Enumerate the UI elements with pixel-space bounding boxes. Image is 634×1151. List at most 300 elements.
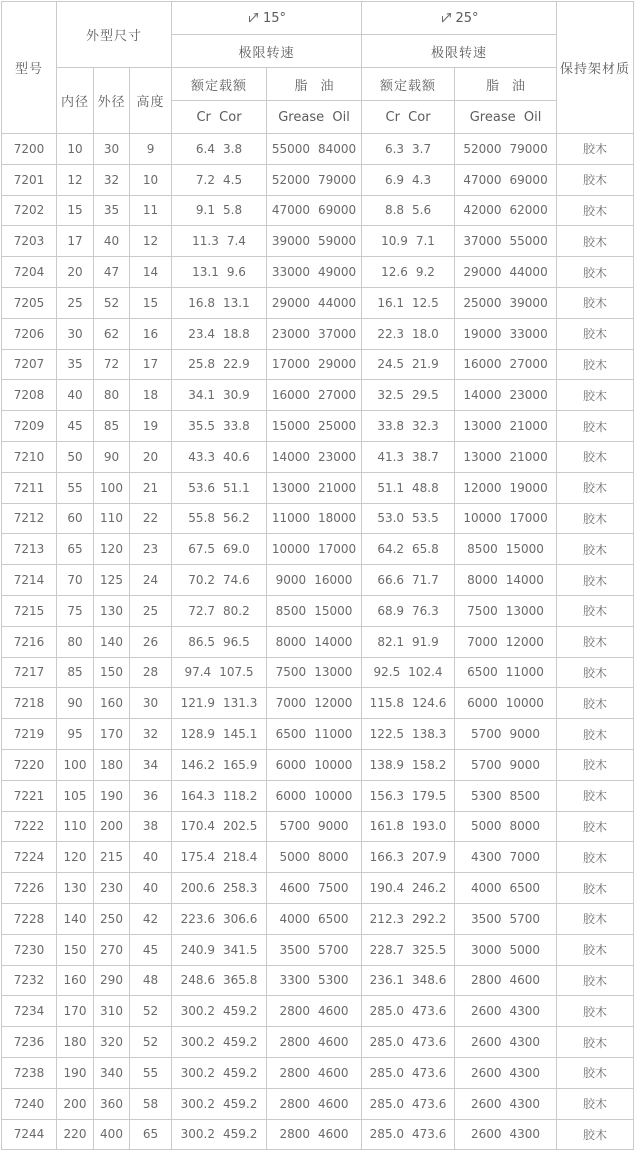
cell-limit-speed-25	[455, 257, 557, 288]
cell-outer-diameter: 310	[94, 996, 130, 1027]
cell-limit-speed-25	[455, 688, 557, 719]
cor-25-value: 473.6	[412, 1096, 447, 1111]
oil-speed-25-value: 11000	[505, 665, 544, 680]
cell-inner-diameter: 55	[57, 472, 94, 503]
cr-25-value: 16.1	[377, 295, 405, 310]
cell-limit-speed-15	[267, 873, 362, 904]
cell-limit-speed-25	[455, 1119, 557, 1150]
cell-rated-load-25	[362, 164, 455, 195]
header-cr-cor-25: Cr Cor	[362, 101, 455, 134]
oil-speed-25-value: 62000	[509, 203, 548, 218]
cor-15-value: 202.5	[223, 819, 258, 834]
cell-outer-diameter: 52	[94, 287, 130, 318]
table-row	[2, 657, 634, 688]
cr-15-value: 300.2	[180, 1065, 216, 1080]
contact-angle-icon	[440, 11, 452, 23]
cell-inner-diameter: 17	[57, 226, 94, 257]
cell-inner-diameter: 50	[57, 441, 94, 472]
header-model: 型号	[2, 2, 57, 134]
grease-speed-25-value: 8000	[467, 573, 498, 588]
cell-outer-diameter: 190	[94, 780, 130, 811]
oil-speed-15-value: 15000	[314, 603, 353, 618]
grease-speed-15-value: 14000	[271, 449, 311, 464]
table-row	[2, 411, 634, 442]
cell-limit-speed-15	[267, 903, 362, 934]
grease-speed-15-value: 7500	[275, 665, 307, 680]
cell-rated-load-25	[362, 1027, 455, 1058]
header-height: 高度	[130, 68, 172, 134]
grease-speed-15-value: 2800	[279, 1065, 311, 1080]
cell-outer-diameter: 200	[94, 811, 130, 842]
cor-15-value: 365.8	[223, 973, 258, 988]
cell-rated-load-25	[362, 534, 455, 565]
table-row	[2, 1057, 634, 1088]
table-row	[2, 688, 634, 719]
cell-model: 7206	[2, 318, 57, 349]
cr-25-value: 228.7	[369, 942, 405, 957]
grease-speed-25-value: 2600	[470, 1065, 502, 1080]
cell-height: 22	[130, 503, 172, 534]
cell-rated-load-15	[172, 134, 267, 165]
oil-speed-25-value: 9000	[509, 727, 541, 742]
oil-speed-25-value: 14000	[505, 573, 544, 588]
grease-speed-15-value: 5700	[279, 819, 311, 834]
cell-rated-load-15	[172, 195, 267, 226]
cell-model: 7234	[2, 996, 57, 1027]
cr-15-value: 300.2	[180, 1127, 216, 1142]
grease-speed-15-value: 6500	[275, 727, 307, 742]
header-limit-speed-25: 极限转速	[362, 35, 557, 68]
cell-limit-speed-15	[267, 657, 362, 688]
oil-speed-15-value: 11000	[314, 727, 353, 742]
cor-15-value: 118.2	[223, 788, 258, 803]
cell-limit-speed-15	[267, 349, 362, 380]
cell-rated-load-25	[362, 996, 455, 1027]
table-row	[2, 503, 634, 534]
cell-limit-speed-15	[267, 1057, 362, 1088]
cell-model: 7219	[2, 719, 57, 750]
cell-inner-diameter: 105	[57, 780, 94, 811]
grease-speed-15-value: 2800	[279, 1096, 311, 1111]
oil-speed-15-value: 10000	[314, 788, 353, 803]
cell-model: 7218	[2, 688, 57, 719]
cell-rated-load-25	[362, 719, 455, 750]
cell-rated-load-25	[362, 318, 455, 349]
cr-15-value: 175.4	[180, 850, 216, 865]
cell-limit-speed-15	[267, 626, 362, 657]
cell-height: 24	[130, 565, 172, 596]
cor-25-value: 207.9	[412, 850, 447, 865]
table-header	[2, 2, 634, 134]
cr-15-value: 200.6	[180, 881, 216, 896]
oil-speed-25-value: 8500	[509, 788, 541, 803]
cr-25-value: 92.5	[373, 665, 401, 680]
oil-speed-25-value: 10000	[505, 696, 544, 711]
cell-rated-load-15	[172, 318, 267, 349]
cor-25-value: 473.6	[412, 1004, 447, 1019]
header-grease-oil-cn-15: 脂 油	[267, 68, 362, 101]
cell-rated-load-15	[172, 965, 267, 996]
cell-model: 7221	[2, 780, 57, 811]
cell-rated-load-15	[172, 811, 267, 842]
header-grease-oil-cn-25: 脂 油	[455, 68, 557, 101]
cell-limit-speed-25	[455, 287, 557, 318]
cell-inner-diameter: 60	[57, 503, 94, 534]
cor-15-value: 4.5	[223, 172, 243, 187]
cell-rated-load-15	[172, 349, 267, 380]
cell-limit-speed-25	[455, 472, 557, 503]
table-row	[2, 226, 634, 257]
cell-rated-load-25	[362, 873, 455, 904]
cell-rated-load-15	[172, 749, 267, 780]
cell-outer-diameter: 140	[94, 626, 130, 657]
grease-speed-25-value: 19000	[463, 326, 502, 341]
cr-25-value: 32.5	[377, 388, 405, 403]
table-row	[2, 842, 634, 873]
cell-height: 18	[130, 380, 172, 411]
cell-inner-diameter: 170	[57, 996, 94, 1027]
oil-speed-25-value: 23000	[509, 388, 548, 403]
cr-15-value: 146.2	[180, 757, 216, 772]
cr-25-value: 12.6	[381, 265, 408, 280]
cell-rated-load-25	[362, 349, 455, 380]
cell-rated-load-25	[362, 842, 455, 873]
grease-speed-25-value: 5700	[470, 757, 502, 772]
cell-rated-load-15	[172, 626, 267, 657]
cell-limit-speed-25	[455, 780, 557, 811]
cell-rated-load-25	[362, 195, 455, 226]
cell-outer-diameter: 400	[94, 1119, 130, 1150]
table-row	[2, 873, 634, 904]
table-row	[2, 380, 634, 411]
cell-limit-speed-25	[455, 226, 557, 257]
grease-speed-25-value: 4000	[470, 881, 502, 896]
cell-rated-load-15	[172, 565, 267, 596]
grease-speed-25-value: 37000	[463, 234, 502, 249]
cell-model: 7210	[2, 441, 57, 472]
cor-25-value: 38.7	[412, 449, 439, 464]
cell-limit-speed-15	[267, 842, 362, 873]
cell-height: 36	[130, 780, 172, 811]
table-row	[2, 811, 634, 842]
cr-15-value: 13.1	[192, 265, 219, 280]
cell-height: 32	[130, 719, 172, 750]
cell-rated-load-15	[172, 257, 267, 288]
cell-rated-load-15	[172, 1057, 267, 1088]
cell-limit-speed-15	[267, 226, 362, 257]
cell-rated-load-15	[172, 595, 267, 626]
cell-height: 52	[130, 1027, 172, 1058]
cor-15-value: 40.6	[223, 449, 250, 464]
cell-outer-diameter: 230	[94, 873, 130, 904]
cell-model: 7240	[2, 1088, 57, 1119]
cell-model: 7213	[2, 534, 57, 565]
cell-model: 7203	[2, 226, 57, 257]
cr-15-value: 121.9	[180, 696, 216, 711]
oil-speed-15-value: 21000	[318, 480, 357, 495]
cell-inner-diameter: 190	[57, 1057, 94, 1088]
grease-speed-15-value: 6000	[275, 788, 307, 803]
cr-25-value: 115.8	[369, 696, 405, 711]
angle-25-label: 25°	[455, 10, 479, 26]
oil-speed-15-value: 13000	[314, 665, 353, 680]
cor-15-value: 306.6	[223, 911, 258, 926]
cor-15-value: 51.1	[223, 480, 250, 495]
grease-speed-25-value: 16000	[463, 357, 502, 372]
cell-limit-speed-25	[455, 195, 557, 226]
oil-speed-15-value: 49000	[318, 265, 357, 280]
cell-rated-load-25	[362, 503, 455, 534]
cell-limit-speed-15	[267, 318, 362, 349]
cr-25-value: 22.3	[377, 326, 405, 341]
table-row	[2, 134, 634, 165]
cell-limit-speed-25	[455, 380, 557, 411]
oil-speed-15-value: 9000	[318, 819, 349, 834]
oil-speed-25-value: 5000	[509, 942, 541, 957]
cr-25-value: 190.4	[369, 881, 405, 896]
cr-25-value: 64.2	[377, 542, 405, 557]
cell-height: 10	[130, 164, 172, 195]
cell-limit-speed-25	[455, 1057, 557, 1088]
cell-inner-diameter: 65	[57, 534, 94, 565]
cell-cage-material: 胶木	[557, 688, 634, 719]
cell-model: 7224	[2, 842, 57, 873]
grease-speed-25-value: 5000	[470, 819, 502, 834]
cor-25-value: 138.3	[412, 727, 447, 742]
cell-height: 34	[130, 749, 172, 780]
cell-limit-speed-25	[455, 565, 557, 596]
oil-speed-15-value: 16000	[314, 573, 353, 588]
table-row	[2, 534, 634, 565]
cell-model: 7214	[2, 565, 57, 596]
cr-25-value: 66.6	[377, 573, 405, 588]
cell-height: 28	[130, 657, 172, 688]
cell-inner-diameter: 130	[57, 873, 94, 904]
cell-rated-load-15	[172, 780, 267, 811]
cell-limit-speed-25	[455, 411, 557, 442]
grease-speed-25-value: 7000	[467, 634, 498, 649]
cell-limit-speed-15	[267, 965, 362, 996]
cell-outer-diameter: 125	[94, 565, 130, 596]
cell-limit-speed-15	[267, 996, 362, 1027]
table-row	[2, 626, 634, 657]
cell-height: 11	[130, 195, 172, 226]
grease-speed-25-value: 10000	[463, 511, 502, 526]
cr-15-value: 53.6	[188, 480, 216, 495]
cr-15-value: 23.4	[188, 326, 216, 341]
cell-inner-diameter: 20	[57, 257, 94, 288]
header-outer-dimensions: 外型尺寸	[57, 2, 172, 68]
cell-limit-speed-15	[267, 1088, 362, 1119]
angle-15-label: 15°	[263, 10, 287, 26]
oil-speed-15-value: 29000	[318, 357, 357, 372]
cell-cage-material: 胶木	[557, 657, 634, 688]
cell-inner-diameter: 160	[57, 965, 94, 996]
table-row	[2, 164, 634, 195]
cell-height: 9	[130, 134, 172, 165]
cell-limit-speed-25	[455, 873, 557, 904]
cell-outer-diameter: 62	[94, 318, 130, 349]
cell-cage-material: 胶木	[557, 565, 634, 596]
cell-limit-speed-25	[455, 134, 557, 165]
grease-speed-15-value: 2800	[279, 1127, 311, 1142]
cell-limit-speed-15	[267, 134, 362, 165]
cr-25-value: 285.0	[369, 1065, 405, 1080]
cell-inner-diameter: 90	[57, 688, 94, 719]
cell-cage-material: 胶木	[557, 873, 634, 904]
oil-speed-25-value: 55000	[509, 234, 548, 249]
cell-outer-diameter: 215	[94, 842, 130, 873]
cell-model: 7226	[2, 873, 57, 904]
table-row	[2, 195, 634, 226]
cr-15-value: 43.3	[188, 449, 216, 464]
cell-inner-diameter: 150	[57, 934, 94, 965]
cr-15-value: 25.8	[188, 357, 216, 372]
cell-outer-diameter: 360	[94, 1088, 130, 1119]
cell-outer-diameter: 110	[94, 503, 130, 534]
cell-model: 7220	[2, 749, 57, 780]
cr-25-value: 68.9	[377, 603, 405, 618]
cell-height: 52	[130, 996, 172, 1027]
cell-rated-load-15	[172, 934, 267, 965]
cr-25-value: 285.0	[369, 1035, 405, 1049]
table-row	[2, 287, 634, 318]
cell-cage-material: 胶木	[557, 965, 634, 996]
cell-rated-load-15	[172, 842, 267, 873]
cell-rated-load-25	[362, 472, 455, 503]
grease-speed-15-value: 3500	[279, 942, 311, 957]
cell-limit-speed-25	[455, 534, 557, 565]
cell-inner-diameter: 30	[57, 318, 94, 349]
cor-25-value: 21.9	[412, 357, 439, 372]
oil-speed-25-value: 79000	[509, 141, 548, 156]
cell-limit-speed-25	[455, 719, 557, 750]
cr-25-value: 51.1	[377, 480, 405, 495]
cr-15-value: 223.6	[180, 911, 216, 926]
table-row	[2, 965, 634, 996]
cell-model: 7212	[2, 503, 57, 534]
cr-25-value: 156.3	[369, 788, 405, 803]
cell-model: 7244	[2, 1119, 57, 1150]
grease-speed-25-value: 6500	[467, 665, 498, 680]
oil-speed-25-value: 4600	[509, 973, 541, 988]
oil-speed-15-value: 7500	[318, 881, 349, 896]
cell-cage-material: 胶木	[557, 503, 634, 534]
cor-25-value: 473.6	[412, 1035, 447, 1049]
cell-limit-speed-25	[455, 903, 557, 934]
cor-15-value: 145.1	[223, 727, 258, 742]
cor-15-value: 80.2	[223, 603, 250, 618]
cor-25-value: 76.3	[412, 603, 439, 618]
cell-model: 7230	[2, 934, 57, 965]
oil-speed-25-value: 4300	[509, 1096, 541, 1111]
table-body	[2, 134, 634, 1150]
cor-25-value: 193.0	[412, 819, 447, 834]
cr-25-value: 6.3	[384, 141, 405, 156]
cell-height: 15	[130, 287, 172, 318]
cell-limit-speed-15	[267, 441, 362, 472]
cor-15-value: 459.2	[223, 1004, 258, 1019]
cell-cage-material: 胶木	[557, 749, 634, 780]
cor-25-value: 29.5	[412, 388, 439, 403]
cor-15-value: 7.4	[226, 234, 246, 249]
cor-15-value: 459.2	[223, 1065, 258, 1080]
oil-speed-15-value: 44000	[318, 295, 357, 310]
cell-cage-material: 胶木	[557, 811, 634, 842]
oil-speed-25-value: 21000	[509, 419, 548, 434]
cor-15-value: 30.9	[223, 388, 250, 403]
oil-speed-15-value: 4600	[318, 1096, 349, 1111]
cor-15-value: 22.9	[223, 357, 250, 372]
cell-rated-load-25	[362, 595, 455, 626]
contact-angle-icon	[247, 11, 259, 23]
cr-25-value: 53.0	[377, 511, 405, 526]
header-grease-oil-en-15: Grease Oil	[267, 101, 362, 134]
cell-limit-speed-15	[267, 472, 362, 503]
oil-speed-25-value: 69000	[509, 172, 548, 187]
oil-speed-15-value: 12000	[314, 696, 353, 711]
oil-speed-15-value: 4600	[318, 1035, 349, 1049]
cor-25-value: 48.8	[412, 480, 439, 495]
grease-speed-25-value: 4300	[470, 850, 502, 865]
cr-15-value: 55.8	[188, 511, 216, 526]
cell-height: 45	[130, 934, 172, 965]
cell-limit-speed-25	[455, 657, 557, 688]
cor-25-value: 102.4	[408, 665, 443, 680]
cell-rated-load-25	[362, 780, 455, 811]
cr-15-value: 300.2	[180, 1096, 216, 1111]
cell-height: 26	[130, 626, 172, 657]
table-row	[2, 719, 634, 750]
cr-15-value: 34.1	[188, 388, 216, 403]
grease-speed-15-value: 11000	[271, 511, 311, 526]
cell-rated-load-15	[172, 688, 267, 719]
oil-speed-15-value: 14000	[314, 634, 353, 649]
grease-speed-25-value: 3000	[470, 942, 502, 957]
cor-15-value: 96.5	[223, 634, 250, 649]
cell-cage-material: 胶木	[557, 441, 634, 472]
cell-limit-speed-15	[267, 595, 362, 626]
grease-speed-15-value: 8500	[275, 603, 307, 618]
header-limit-speed-15: 极限转速	[172, 35, 362, 68]
oil-speed-25-value: 17000	[509, 511, 548, 526]
grease-speed-15-value: 13000	[271, 480, 311, 495]
cell-outer-diameter: 270	[94, 934, 130, 965]
grease-speed-15-value: 17000	[271, 357, 311, 372]
cell-limit-speed-25	[455, 164, 557, 195]
cell-rated-load-15	[172, 719, 267, 750]
cell-model: 7207	[2, 349, 57, 380]
cell-height: 42	[130, 903, 172, 934]
cr-15-value: 248.6	[180, 973, 216, 988]
cell-limit-speed-15	[267, 688, 362, 719]
cr-25-value: 138.9	[369, 757, 405, 772]
cell-outer-diameter: 160	[94, 688, 130, 719]
grease-speed-25-value: 12000	[463, 480, 502, 495]
cr-15-value: 86.5	[188, 634, 216, 649]
cor-15-value: 9.6	[226, 265, 246, 280]
cell-cage-material: 胶木	[557, 934, 634, 965]
cor-15-value: 107.5	[219, 665, 254, 680]
cr-15-value: 7.2	[195, 172, 216, 187]
oil-speed-25-value: 5700	[509, 911, 541, 926]
cell-height: 14	[130, 257, 172, 288]
grease-speed-15-value: 55000	[271, 141, 311, 156]
cor-25-value: 292.2	[412, 911, 447, 926]
oil-speed-25-value: 8000	[509, 819, 541, 834]
cr-15-value: 300.2	[180, 1004, 216, 1019]
cell-limit-speed-15	[267, 411, 362, 442]
